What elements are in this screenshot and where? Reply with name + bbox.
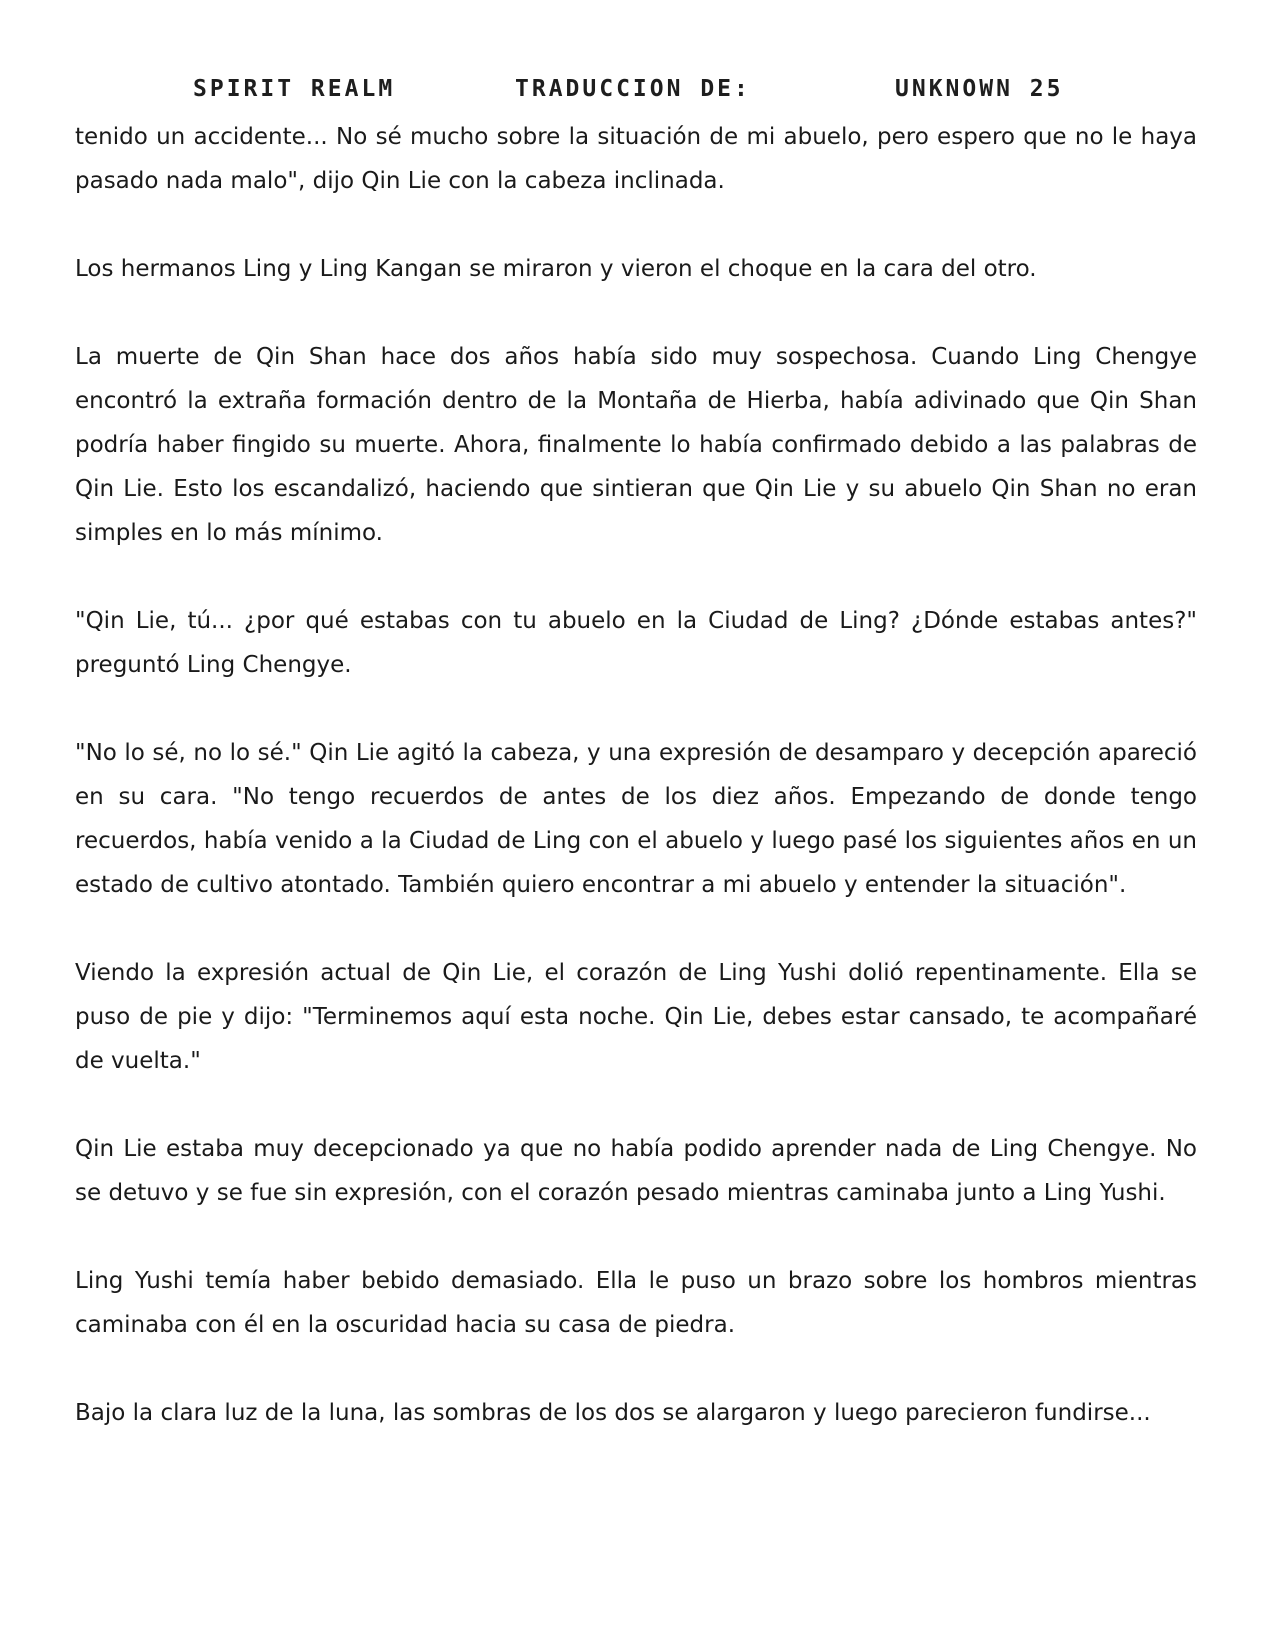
- page-header: [0, 68, 1275, 108]
- paragraph: Bajo la clara luz de la luna, las sombras de los dos se alargaron y luego parecieron fundirse...: [75, 1400, 1151, 1426]
- paragraph: Ling Yushi temía haber bebido demasiado. Ella le puso un brazo sobre los hombros mientras caminaba con él en la oscuridad hacia su casa de piedra.: [75, 1268, 1197, 1338]
- paragraph: Los hermanos Ling y Ling Kangan se miraron y vieron el choque en la cara del otro.: [75, 256, 1037, 282]
- header-novel-title: SPIRIT REALM: [193, 76, 396, 102]
- paragraph: Viendo la expresión actual de Qin Lie, el corazón de Ling Yushi dolió repentinamente. Ella se puso de pie y dijo: "Terminemos aquí esta noche. Qin Lie, debes estar cansado, te acompañaré de vuelta.": [75, 960, 1197, 1074]
- paragraph: "No lo sé, no lo sé." Qin Lie agitó la cabeza, y una expresión de desamparo y decepción apareció en su cara. "No tengo recuerdos de antes de los diez años. Empezando de donde tengo recuerdos, había venido a la Ciudad de Ling con el abuelo y luego pasé los siguientes años en un estado de cultivo atontado. También quiero encontrar a mi abuelo y entender la situación".: [75, 740, 1197, 898]
- paragraph: "Qin Lie, tú... ¿por qué estabas con tu abuelo en la Ciudad de Ling? ¿Dónde estabas antes?" preguntó Ling Chengye.: [75, 608, 1197, 678]
- paragraph: La muerte de Qin Shan hace dos años había sido muy sospechosa. Cuando Ling Chengye encontró la extraña formación dentro de la Montaña de Hierba, había adivinado que Qin Shan podría haber fingido su muerte. Ahora, finalmente lo había confirmado debido a las palabras de Qin Lie. Esto los escandalizó, haciendo que sintieran que Qin Lie y su abuelo Qin Shan no eran simples en lo más mínimo.: [75, 344, 1197, 546]
- header-translation-label: TRADUCCION DE:: [515, 76, 751, 102]
- paragraph: Qin Lie estaba muy decepcionado ya que no había podido aprender nada de Ling Chengye. No se detuvo y se fue sin expresión, con el corazón pesado mientras caminaba junto a Ling Yushi.: [75, 1136, 1197, 1206]
- header-translator-name: UNKNOWN 25: [895, 76, 1064, 102]
- document-body: [75, 115, 1197, 1435]
- paragraph: tenido un accidente... No sé mucho sobre la situación de mi abuelo, pero espero que no le haya pasado nada malo", dijo Qin Lie con la cabeza inclinada.: [75, 124, 1197, 194]
